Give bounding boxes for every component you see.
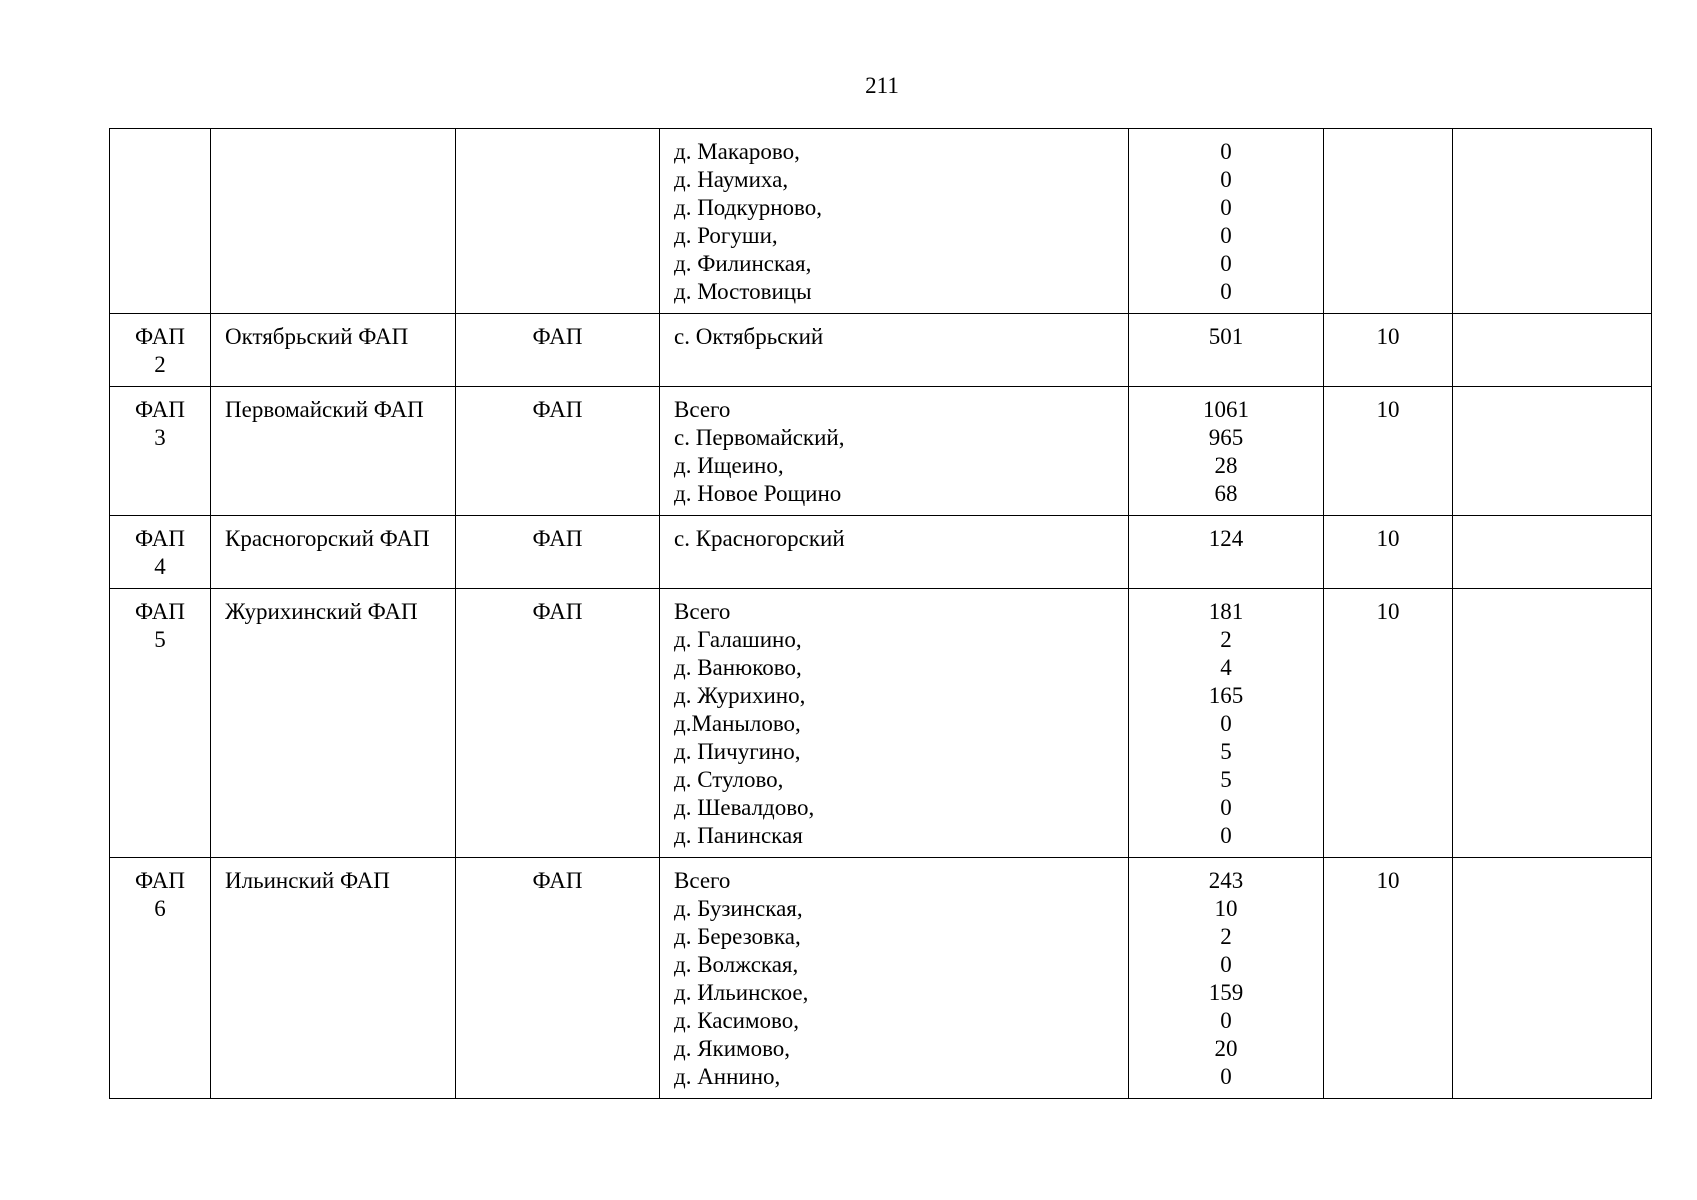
- population-line: 20: [1214, 1036, 1238, 1061]
- locality-line: с. Первомайский,: [674, 425, 845, 450]
- population-line: 68: [1214, 481, 1238, 506]
- note-cell: [1453, 314, 1652, 387]
- locality-line: д. Стулово,: [674, 767, 784, 792]
- name-cell: [211, 858, 456, 1099]
- note-cell: [1453, 589, 1652, 858]
- table-body: [110, 129, 1652, 1099]
- locality-line: д. Аннино,: [674, 1064, 781, 1089]
- type-cell: [456, 129, 660, 314]
- type-cell: [456, 516, 660, 589]
- locality-line: д. Наумиха,: [674, 167, 789, 192]
- population-line: 0: [1220, 139, 1232, 164]
- locality-line: д. Макарово,: [674, 139, 800, 164]
- locality-line: Всего: [674, 397, 731, 422]
- value-cell: [1324, 387, 1453, 516]
- facility-name: Красногорский ФАП: [225, 526, 430, 551]
- population-line: 0: [1220, 711, 1232, 736]
- localities-cell: [660, 387, 1129, 516]
- population-cell: [1129, 387, 1324, 516]
- locality-line: д. Мостовицы: [674, 279, 812, 304]
- population-line: 0: [1220, 1008, 1232, 1033]
- locality-line: д. Шевалдово,: [674, 795, 815, 820]
- population-cell: [1129, 858, 1324, 1099]
- facility-name: Журихинский ФАП: [225, 599, 418, 624]
- locality-line: д. Бузинская,: [674, 896, 803, 921]
- facilities-table: [109, 128, 1652, 1099]
- population-line: 4: [1220, 655, 1232, 680]
- locality-line: д. Журихино,: [674, 683, 806, 708]
- note-cell: [1453, 387, 1652, 516]
- value-cell: [1324, 589, 1453, 858]
- code-line: ФАП: [135, 324, 185, 349]
- name-cell: [211, 387, 456, 516]
- population-line: 0: [1220, 167, 1232, 192]
- population-cell: [1129, 314, 1324, 387]
- locality-line: д. Волжская,: [674, 952, 799, 977]
- page-number: 211: [865, 73, 899, 98]
- value-text: 10: [1376, 526, 1400, 551]
- code-cell: [110, 314, 211, 387]
- code-cell: [110, 129, 211, 314]
- population-line: 124: [1208, 526, 1244, 551]
- facility-type: ФАП: [532, 868, 583, 893]
- code-line: ФАП: [135, 397, 185, 422]
- facility-name: Ильинский ФАП: [225, 868, 390, 893]
- code-line: ФАП: [135, 526, 185, 551]
- locality-line: Всего: [674, 868, 731, 893]
- population-line: 181: [1208, 599, 1244, 624]
- code-cell: [110, 589, 211, 858]
- locality-line: д. Филинская,: [674, 251, 812, 276]
- code-line: 3: [154, 425, 166, 450]
- localities-cell: [660, 516, 1129, 589]
- type-cell: [456, 858, 660, 1099]
- table-row: [110, 589, 1652, 858]
- code-line: 6: [154, 896, 166, 921]
- population-line: 0: [1220, 1064, 1232, 1089]
- population-line: 965: [1208, 425, 1244, 450]
- locality-line: д. Панинская: [674, 823, 803, 848]
- code-cell: [110, 387, 211, 516]
- value-cell: [1324, 314, 1453, 387]
- locality-line: д. Ильинское,: [674, 980, 809, 1005]
- locality-line: д. Касимово,: [674, 1008, 799, 1033]
- facility-type: ФАП: [532, 599, 583, 624]
- locality-line: д. Пичугино,: [674, 739, 801, 764]
- locality-line: д. Новое Рощино: [674, 481, 842, 506]
- code-cell: [110, 858, 211, 1099]
- population-line: 0: [1220, 279, 1232, 304]
- locality-line: д. Ванюково,: [674, 655, 802, 680]
- name-cell: [211, 516, 456, 589]
- facility-type: ФАП: [532, 324, 583, 349]
- note-cell: [1453, 129, 1652, 314]
- table-row: [110, 516, 1652, 589]
- locality-line: д. Якимово,: [674, 1036, 791, 1061]
- name-cell: [211, 589, 456, 858]
- locality-line: д. Подкурново,: [674, 195, 822, 220]
- population-line: 5: [1220, 739, 1232, 764]
- locality-line: Всего: [674, 599, 731, 624]
- note-cell: [1453, 858, 1652, 1099]
- population-line: 0: [1220, 823, 1232, 848]
- value-cell: [1324, 516, 1453, 589]
- name-cell: [211, 129, 456, 314]
- locality-line: д. Рогуши,: [674, 223, 778, 248]
- value-cell: [1324, 858, 1453, 1099]
- locality-line: д. Березовка,: [674, 924, 801, 949]
- facility-name: Октябрьский ФАП: [225, 324, 409, 349]
- table-row: [110, 387, 1652, 516]
- note-cell: [1453, 516, 1652, 589]
- locality-line: с. Октябрьский: [674, 324, 824, 349]
- population-cell: [1129, 589, 1324, 858]
- population-line: 0: [1220, 223, 1232, 248]
- value-cell: [1324, 129, 1453, 314]
- localities-cell: [660, 314, 1129, 387]
- population-line: 5: [1220, 767, 1232, 792]
- population-line: 0: [1220, 795, 1232, 820]
- population-line: 165: [1208, 683, 1244, 708]
- locality-line: д. Ищеино,: [674, 453, 784, 478]
- population-line: 2: [1220, 924, 1232, 949]
- localities-cell: [660, 858, 1129, 1099]
- population-line: 2: [1220, 627, 1232, 652]
- localities-cell: [660, 129, 1129, 314]
- table-row: [110, 314, 1652, 387]
- population-line: 0: [1220, 251, 1232, 276]
- locality-line: д. Галашино,: [674, 627, 802, 652]
- population-line: 1061: [1203, 397, 1249, 422]
- name-cell: [211, 314, 456, 387]
- facility-type: ФАП: [532, 397, 583, 422]
- code-line: ФАП: [135, 599, 185, 624]
- facility-type: ФАП: [532, 526, 583, 551]
- code-line: ФАП: [135, 868, 185, 893]
- population-line: 159: [1208, 980, 1244, 1005]
- code-line: 2: [154, 352, 166, 377]
- value-text: 10: [1376, 397, 1400, 422]
- population-line: 0: [1220, 195, 1232, 220]
- code-line: 4: [154, 554, 166, 579]
- population-cell: [1129, 516, 1324, 589]
- facility-name: Первомайский ФАП: [225, 397, 424, 422]
- type-cell: [456, 589, 660, 858]
- code-cell: [110, 516, 211, 589]
- population-line: 243: [1208, 868, 1244, 893]
- code-line: 5: [154, 627, 166, 652]
- locality-line: д.Манылово,: [674, 711, 801, 736]
- population-line: 10: [1214, 896, 1238, 921]
- population-line: 501: [1208, 324, 1244, 349]
- population-line: 28: [1214, 453, 1238, 478]
- table-row: [110, 858, 1652, 1099]
- value-text: 10: [1376, 324, 1400, 349]
- table-row: [110, 129, 1652, 314]
- locality-line: с. Красногорский: [674, 526, 845, 551]
- type-cell: [456, 387, 660, 516]
- population-line: 0: [1220, 952, 1232, 977]
- population-cell: [1129, 129, 1324, 314]
- type-cell: [456, 314, 660, 387]
- value-text: 10: [1376, 599, 1400, 624]
- localities-cell: [660, 589, 1129, 858]
- value-text: 10: [1376, 868, 1400, 893]
